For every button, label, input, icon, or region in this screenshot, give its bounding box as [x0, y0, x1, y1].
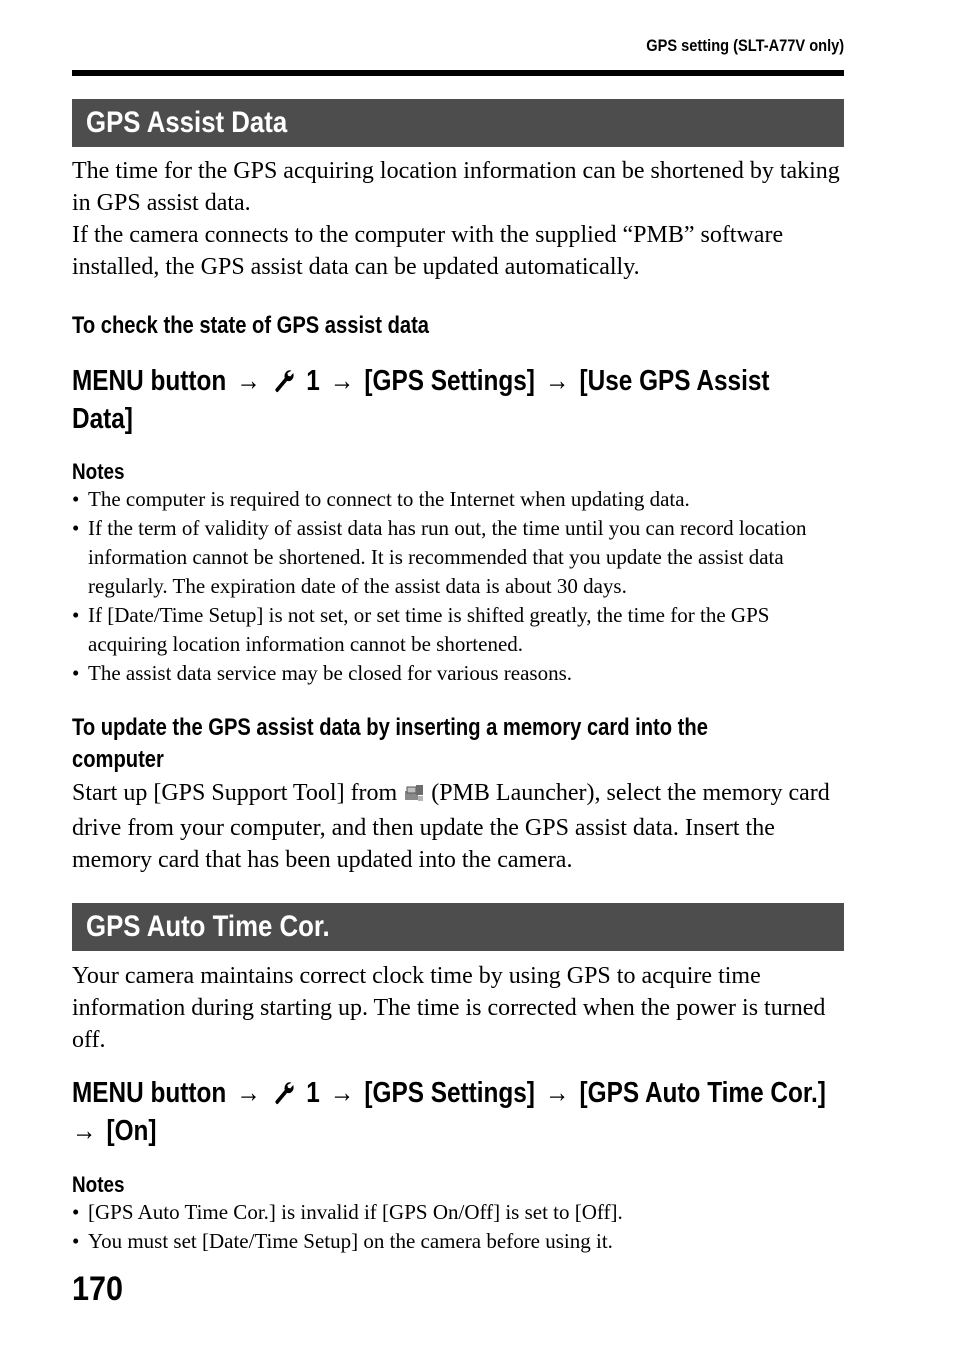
menu-path-assist-data	[72, 364, 828, 437]
menu-button-label: MENU button	[72, 365, 227, 397]
note-item: • If [Date/Time Setup] is not set, or set time is shifted greatly, the time for the GPS acquiring location information cannot be shortened.	[72, 601, 844, 659]
section-title-gps-assist-data	[72, 99, 844, 147]
note-item: • [GPS Auto Time Cor.] is invalid if [GPS On/Off] is set to [Off].	[72, 1198, 844, 1227]
arrow-icon: →	[236, 365, 261, 397]
menu-path-line	[72, 402, 828, 437]
intro-paragraph: If the camera connects to the computer with the supplied “PMB” software installed, the GPS assist data can be updated automatically.	[72, 222, 784, 280]
menu-step: [GPS Auto Time Cor.]	[579, 1077, 826, 1109]
menu-button-label: MENU button	[72, 1077, 227, 1109]
note-item: • The computer is required to connect to the Internet when updating data.	[72, 485, 844, 514]
section-title-text: GPS Assist Data	[86, 106, 288, 139]
menu-path-line	[72, 1076, 828, 1114]
update-heading-line: computer	[72, 746, 164, 773]
section-title-text: GPS Auto Time Cor.	[86, 910, 330, 943]
menu-path-line	[72, 1114, 828, 1149]
menu-path-line	[72, 364, 828, 402]
arrow-icon: →	[329, 365, 355, 397]
tab-number: 1	[306, 1077, 320, 1109]
update-text-end: (PMB Launcher), select the memory card drive from your computer, and then update the GPS assist data. Insert the memory card that has been updated into the camera.	[72, 780, 830, 873]
update-text-start: Start up [GPS Support Tool] from	[72, 780, 398, 806]
section2-intro	[72, 960, 844, 1056]
manual-page	[72, 0, 844, 1345]
pmb-launcher-icon	[403, 780, 425, 812]
update-heading-line: To update the GPS assist data by inserting a memory card into the	[72, 714, 708, 741]
notes-list	[72, 485, 844, 688]
tab-number: 1	[306, 365, 320, 397]
menu-step: [Use GPS Assist	[579, 365, 770, 397]
arrow-icon: →	[329, 1077, 355, 1109]
update-paragraph	[72, 777, 844, 876]
menu-step: [On]	[106, 1115, 157, 1147]
menu-step: [GPS Settings]	[364, 365, 535, 397]
wrench-icon	[273, 367, 295, 402]
page-number: 170	[72, 1270, 124, 1308]
arrow-icon: →	[545, 365, 570, 397]
intro-paragraph: The time for the GPS acquiring location information can be shortened by taking in GPS assist data.	[72, 158, 840, 216]
notes-list	[72, 1198, 844, 1256]
wrench-icon	[273, 1079, 295, 1114]
update-instructions	[72, 777, 844, 876]
notes-title: Notes	[72, 459, 125, 484]
arrow-icon: →	[72, 1115, 97, 1147]
note-item: • The assist data service may be closed for various reasons.	[72, 659, 844, 688]
section1-intro	[72, 155, 844, 283]
menu-path-auto-time-cor	[72, 1076, 828, 1149]
running-head: GPS setting (SLT-A77V only)	[646, 36, 844, 55]
intro-paragraph: Your camera maintains correct clock time by using GPS to acquire time information during starting up. The time is corrected when the power is turned off.	[72, 963, 826, 1053]
note-item: • You must set [Date/Time Setup] on the camera before using it.	[72, 1227, 844, 1256]
arrow-icon: →	[545, 1077, 570, 1109]
arrow-icon: →	[236, 1077, 261, 1109]
menu-step: [GPS Settings]	[364, 1077, 535, 1109]
menu-step: Data]	[72, 403, 133, 435]
notes-title: Notes	[72, 1172, 125, 1197]
note-item: • If the term of validity of assist data has run out, the time until you can record location information cannot be shortened. It is recommended that you update the assist data regularly. The expiration date of the assist data is about 30 days.	[72, 514, 844, 601]
update-heading	[72, 712, 828, 776]
section-title-gps-auto-time-cor	[72, 903, 844, 951]
header-rule	[72, 70, 844, 76]
check-heading: To check the state of GPS assist data	[72, 312, 430, 339]
